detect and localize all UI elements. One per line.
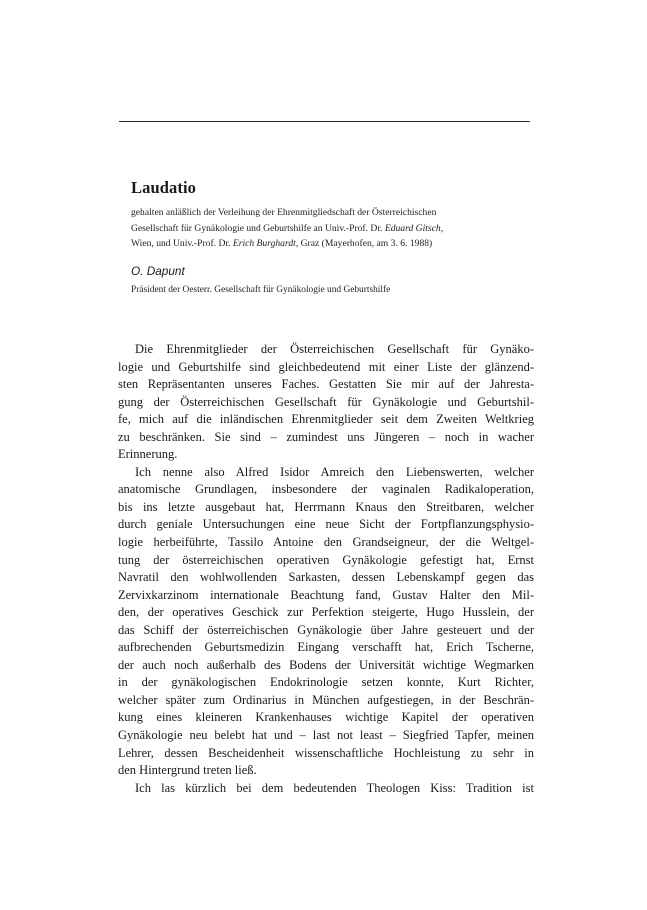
- body-line: in der gynäkologischen Endokrinologie setzen konnte, Kurt Richter,: [118, 675, 534, 690]
- body-line: fe, mich auf die inländischen Ehrenmitglieder seit dem Zweiten Weltkrieg: [118, 412, 534, 427]
- honoree-name: Eduard Gitsch,: [384, 223, 444, 234]
- subtitle-text: Gesellschaft für Gynäkologie und Geburtshilfe an Univ.-Prof. Dr.: [131, 223, 385, 234]
- subtitle-text: Wien, und Univ.-Prof. Dr.: [131, 238, 233, 249]
- header-rule: [119, 121, 530, 122]
- author-name: O. Dapunt: [131, 264, 185, 278]
- body-line: logie und Geburtshilfe sind gleichbedeutend mit einer Liste der glänzend-: [118, 359, 534, 374]
- body-line: Ich las kürzlich bei dem bedeutenden Theologen Kiss: Tradition ist: [135, 780, 534, 795]
- author-role: Präsident der Oesterr. Gesellschaft für Gynäkologie und Geburtshilfe: [131, 285, 391, 295]
- body-line: Gynäkologie neu belebt hat und – last not least – Siegfried Tapfer, meinen: [118, 728, 534, 743]
- subtitle-line: [131, 207, 436, 219]
- subtitle-line: [131, 223, 443, 235]
- body-line: logie herbeiführte, Tassilo Antoine den Grandseigneur, der die Weltgel-: [118, 535, 534, 550]
- body-line: den Hintergrund treten ließ.: [118, 763, 257, 778]
- body-line: Erinnerung.: [118, 447, 178, 462]
- body-line: Die Ehrenmitglieder der Österreichischen Gesellschaft für Gynäko-: [135, 342, 534, 356]
- subtitle-text: gehalten anläßlich der Verleihung der Ehrenmitgliedschaft der Österreichischen: [131, 207, 437, 218]
- body-line: der auch noch außerhalb des Bodens der Universität wichtige Wegmarken: [118, 657, 534, 672]
- body-line: Zervixkarzinom internationale Beachtung fand, Gustav Halter den Mil-: [118, 587, 534, 602]
- body-line: aufbrechenden Geburtsmedizin Eingang verschafft hat, Erich Tscherne,: [118, 640, 534, 655]
- body-line: Ich nenne also Alfred Isidor Amreich den Liebenswerten, welcher: [135, 464, 534, 479]
- subtitle-line: [131, 238, 432, 250]
- body-line: tung der österreichischen operativen Gynäkologie gefestigt hat, Ernst: [118, 552, 534, 567]
- body-line: kung eines kleineren Krankenhauses wichtige Kapitel der operativen: [118, 710, 534, 725]
- body-line: den, der operatives Geschick zur Perfektion steigerte, Hugo Husslein, der: [118, 605, 534, 620]
- subtitle-text: Graz (Mayerhofen, am 3. 6. 1988): [298, 238, 433, 249]
- honoree-name: Erich Burghardt,: [232, 238, 299, 249]
- body-line: welcher später zum Ordinarius in München aufgestiegen, in der Beschrän-: [118, 692, 534, 707]
- body-line: anatomische Grundlagen, insbesondere der vaginalen Radikaloperation,: [118, 482, 534, 497]
- body-line: Navratil den wohlwollenden Sarkasten, dessen Lebenskampf gegen das: [118, 570, 534, 585]
- body-text: [118, 341, 534, 797]
- body-line: das Schiff der österreichischen Gynäkologie über Jahre gesteuert und der: [118, 622, 534, 637]
- body-line: sten Repräsentanten unseres Faches. Gestatten Sie mir auf der Jahresta-: [118, 377, 534, 392]
- body-line: Lehrer, dessen Bescheidenheit wissenschaftliche Hochleistung zu sehr in: [118, 745, 534, 760]
- body-line: bis ins letzte ausgebaut hat, Herrmann Knaus den Streitbaren, welcher: [118, 499, 534, 514]
- body-line: gung der Österreichischen Gesellschaft für Gynäkologie und Geburtshil-: [118, 394, 534, 409]
- body-line: zu beschränken. Sie sind – zumindest uns Jüngeren – noch in wacher: [118, 429, 534, 444]
- document-title: Laudatio: [131, 178, 196, 197]
- body-line: durch geniale Untersuchungen eine neue Sicht der Fortpflanzungsphysio-: [118, 517, 534, 532]
